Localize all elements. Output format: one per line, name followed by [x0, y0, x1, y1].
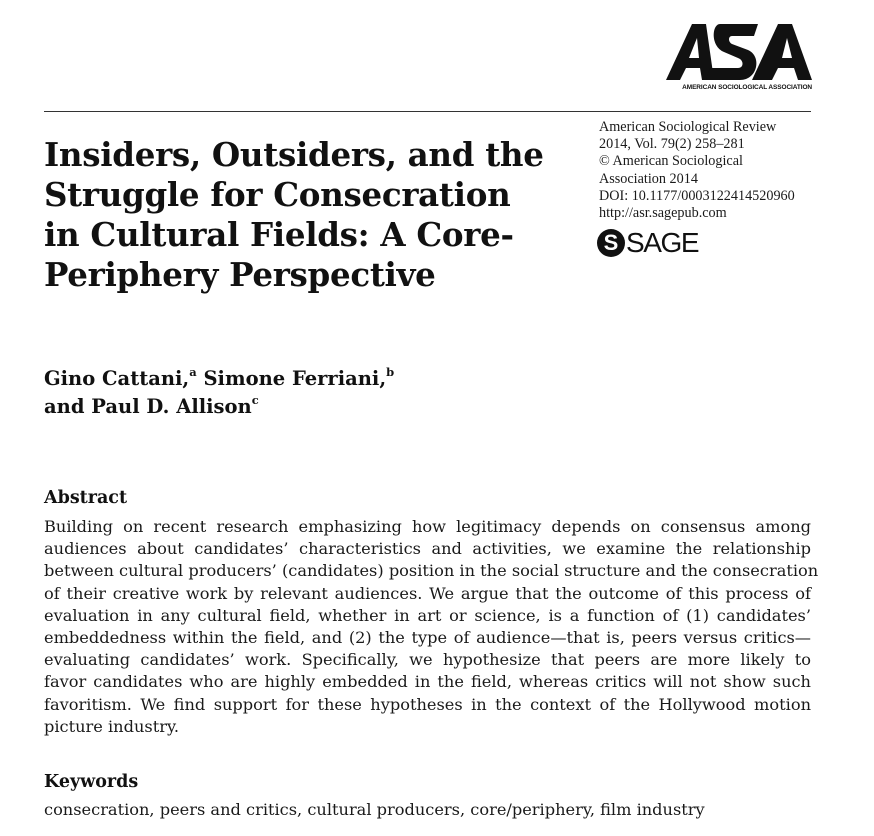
- abstract-line: audiences about candidates’ characteristics and activities, we examine the relationship: [44, 539, 811, 559]
- author-line: [44, 365, 544, 393]
- title-line: Periphery Perspective: [44, 255, 436, 294]
- abstract-line: picture industry.: [44, 716, 180, 736]
- abstract-line: between cultural producers’ (candidates) position in the social structure and the consecration: [44, 561, 819, 581]
- sage-s-icon: S: [603, 230, 619, 255]
- abstract-line: evaluation in any cultural field, whether in art or science, is a function of (1) candidates’: [44, 605, 811, 625]
- abstract-line: favor candidates who are highly embedded in the field, whereas critics will not show such: [44, 672, 811, 692]
- copyright-line: Association 2014: [599, 170, 698, 187]
- keywords-list: consecration, peers and critics, cultural producers, core/periphery, film industry: [44, 800, 705, 819]
- journal-info: [599, 119, 839, 222]
- asa-logo: [662, 22, 812, 96]
- header-rule: [44, 111, 811, 112]
- abstract-line: favoritism. We find support for these hypotheses in the context of the Hollywood motion: [44, 694, 811, 714]
- abstract-body: [44, 516, 819, 738]
- doi-link[interactable]: DOI: 10.1177/0003122414520960: [599, 187, 795, 204]
- title-line: in Cultural Fields: A Core-: [44, 215, 514, 254]
- author-affiliation-mark: c: [251, 393, 259, 407]
- article-title: [44, 135, 574, 295]
- abstract-line: embeddedness within the field, and (2) the type of audience—that is, peers versus critics—: [44, 627, 811, 647]
- abstract-line: evaluating candidates’ work. Specifically, we hypothesize that peers are more likely to: [44, 650, 811, 670]
- keywords-heading: Keywords: [44, 772, 139, 792]
- author-affiliation-mark: a: [189, 365, 197, 379]
- author-conjunction: and: [44, 395, 85, 418]
- journal-name: American Sociological Review: [599, 119, 777, 135]
- author-name: Paul D. Allison: [91, 395, 252, 418]
- sage-logo: [597, 229, 717, 259]
- abstract-line: of their creative work by relevant audiences. We argue that the outcome of this process of: [44, 583, 811, 603]
- abstract-heading: Abstract: [44, 488, 128, 508]
- journal-volume: 2014, Vol. 79(2) 258–281: [599, 136, 745, 153]
- journal-url-link[interactable]: http://asr.sagepub.com: [599, 205, 727, 222]
- author-name: Gino Cattani,: [44, 367, 190, 390]
- asa-letters-graphic: [666, 22, 812, 82]
- author-affiliation-mark: b: [386, 365, 395, 379]
- title-line: Struggle for Consecration: [44, 175, 511, 214]
- title-line: Insiders, Outsiders, and the: [44, 135, 544, 174]
- copyright-line: © American Sociological: [599, 153, 743, 170]
- author-list: [44, 365, 544, 421]
- author-line: [44, 393, 544, 421]
- author-name: Simone Ferriani,: [203, 367, 387, 390]
- sage-wordmark: SAGE: [626, 227, 699, 258]
- abstract-line: Building on recent research emphasizing how legitimacy depends on consensus among: [44, 517, 811, 536]
- asa-tagline: AMERICAN SOCIOLOGICAL ASSOCIATION: [682, 84, 812, 91]
